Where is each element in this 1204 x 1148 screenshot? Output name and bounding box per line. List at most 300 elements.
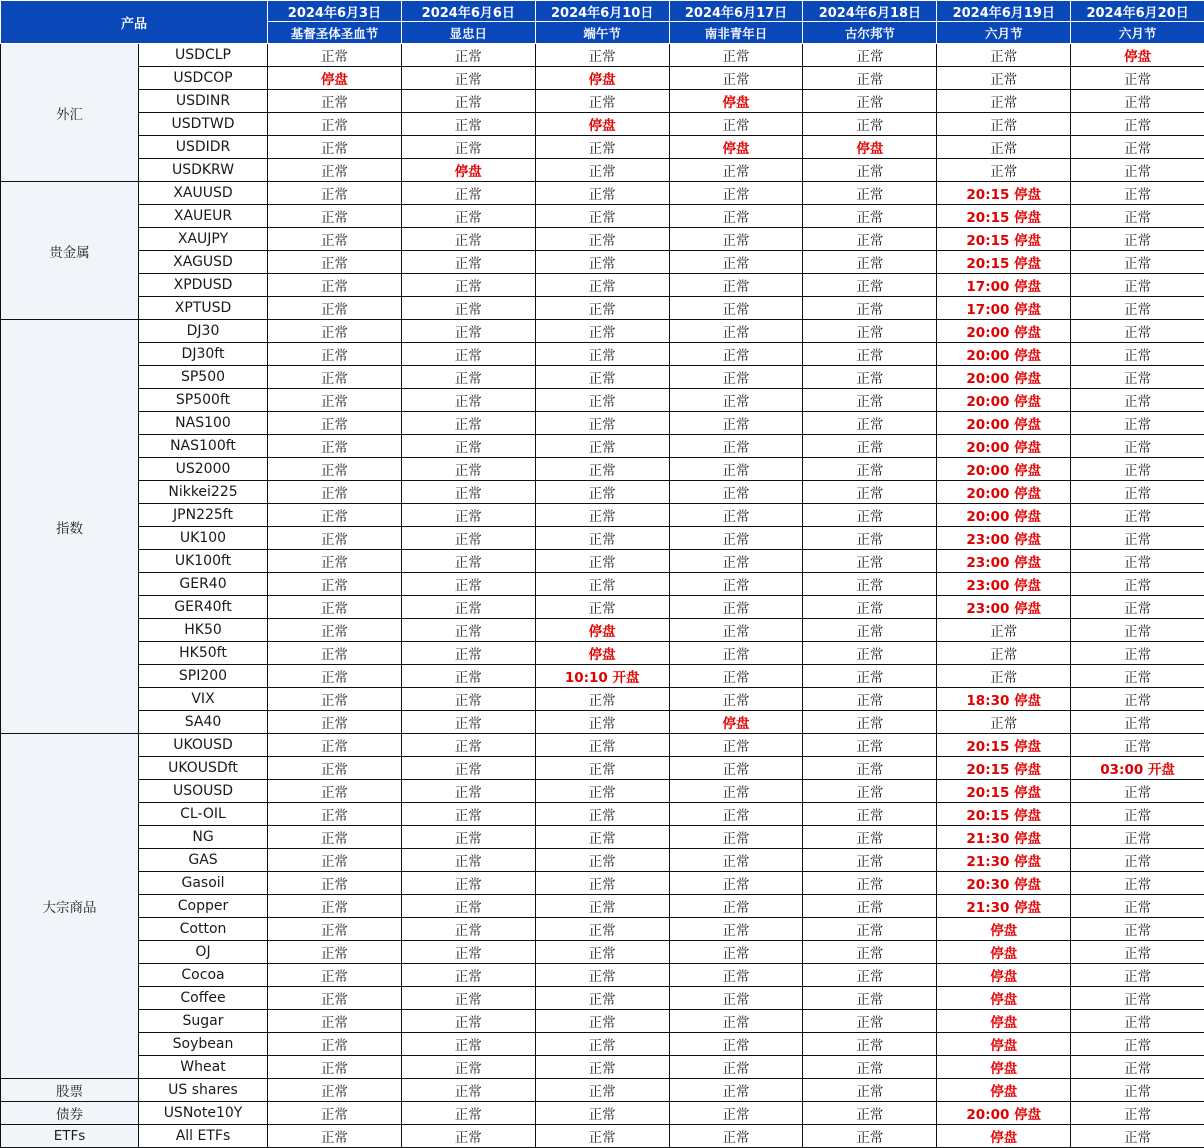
status-cell: 正常	[401, 389, 535, 412]
product-cell: HK50ft	[139, 642, 268, 665]
status-cell: 正常	[669, 1056, 803, 1079]
status-cell: 正常	[937, 136, 1071, 159]
status-cell: 正常	[803, 527, 937, 550]
product-cell: DJ30	[139, 320, 268, 343]
status-cell: 正常	[669, 228, 803, 251]
table-row	[1, 297, 1204, 320]
product-cell: USDKRW	[139, 159, 268, 182]
status-cell: 正常	[669, 665, 803, 688]
table-row	[1, 1125, 1204, 1148]
table-row	[1, 619, 1204, 642]
holiday-header: 基督圣体圣血节	[268, 22, 402, 44]
status-cell: 正常	[535, 1102, 669, 1125]
product-cell: XAUUSD	[139, 182, 268, 205]
table-row	[1, 1102, 1204, 1125]
status-cell: 20:30 停盘	[937, 872, 1071, 895]
status-cell: 正常	[1071, 389, 1204, 412]
product-column-header: 产品	[1, 1, 268, 44]
status-cell: 正常	[1071, 619, 1204, 642]
status-cell: 正常	[669, 1010, 803, 1033]
status-cell: 17:00 停盘	[937, 297, 1071, 320]
status-cell: 正常	[268, 665, 402, 688]
table-row	[1, 642, 1204, 665]
product-cell: Coffee	[139, 987, 268, 1010]
status-cell: 正常	[669, 1079, 803, 1102]
status-cell: 正常	[401, 251, 535, 274]
status-cell: 正常	[1071, 596, 1204, 619]
status-cell: 正常	[669, 780, 803, 803]
table-row	[1, 343, 1204, 366]
status-cell: 正常	[1071, 734, 1204, 757]
status-cell: 正常	[268, 803, 402, 826]
status-cell: 20:00 停盘	[937, 412, 1071, 435]
status-cell: 20:15 停盘	[937, 734, 1071, 757]
status-cell: 正常	[401, 941, 535, 964]
status-cell: 正常	[401, 872, 535, 895]
status-cell: 正常	[669, 849, 803, 872]
status-cell: 20:15 停盘	[937, 803, 1071, 826]
status-cell: 正常	[1071, 481, 1204, 504]
product-cell: Soybean	[139, 1033, 268, 1056]
table-row	[1, 274, 1204, 297]
status-cell: 正常	[401, 826, 535, 849]
status-cell: 20:00 停盘	[937, 481, 1071, 504]
category-cell: 指数	[1, 320, 139, 734]
status-cell: 正常	[803, 642, 937, 665]
status-cell: 正常	[535, 688, 669, 711]
category-cell: 大宗商品	[1, 734, 139, 1079]
status-cell: 正常	[268, 918, 402, 941]
status-cell: 正常	[401, 435, 535, 458]
status-cell: 正常	[401, 481, 535, 504]
product-cell: Nikkei225	[139, 481, 268, 504]
product-cell: US shares	[139, 1079, 268, 1102]
status-cell: 正常	[535, 780, 669, 803]
status-cell: 正常	[401, 895, 535, 918]
status-cell: 正常	[401, 136, 535, 159]
status-cell: 正常	[401, 366, 535, 389]
status-cell: 正常	[268, 113, 402, 136]
status-cell: 正常	[669, 1102, 803, 1125]
status-cell: 正常	[401, 182, 535, 205]
product-cell: VIX	[139, 688, 268, 711]
product-cell: USNote10Y	[139, 1102, 268, 1125]
status-cell: 正常	[268, 458, 402, 481]
status-cell: 正常	[937, 44, 1071, 67]
status-cell: 正常	[535, 757, 669, 780]
status-cell: 正常	[669, 389, 803, 412]
status-cell: 正常	[535, 826, 669, 849]
status-cell: 正常	[268, 343, 402, 366]
status-cell: 正常	[1071, 1056, 1204, 1079]
status-cell: 正常	[1071, 1033, 1204, 1056]
status-cell: 正常	[401, 596, 535, 619]
status-cell: 正常	[268, 1056, 402, 1079]
status-cell: 正常	[1071, 803, 1204, 826]
status-cell: 正常	[268, 90, 402, 113]
table-row	[1, 205, 1204, 228]
status-cell: 正常	[268, 1079, 402, 1102]
status-cell: 正常	[669, 366, 803, 389]
status-cell: 停盘	[937, 918, 1071, 941]
status-cell: 正常	[803, 757, 937, 780]
table-row	[1, 504, 1204, 527]
status-cell: 正常	[803, 412, 937, 435]
status-cell: 正常	[803, 228, 937, 251]
status-cell: 20:15 停盘	[937, 780, 1071, 803]
table-row	[1, 228, 1204, 251]
status-cell: 23:00 停盘	[937, 527, 1071, 550]
status-cell: 正常	[803, 849, 937, 872]
status-cell: 正常	[535, 320, 669, 343]
status-cell: 正常	[268, 228, 402, 251]
status-cell: 21:30 停盘	[937, 895, 1071, 918]
table-row	[1, 918, 1204, 941]
status-cell: 正常	[1071, 412, 1204, 435]
status-cell: 停盘	[669, 711, 803, 734]
status-cell: 停盘	[535, 619, 669, 642]
status-cell: 正常	[803, 665, 937, 688]
status-cell: 正常	[937, 90, 1071, 113]
product-cell: USDTWD	[139, 113, 268, 136]
status-cell: 正常	[535, 527, 669, 550]
status-cell: 正常	[268, 780, 402, 803]
product-cell: USDIDR	[139, 136, 268, 159]
table-row	[1, 1010, 1204, 1033]
status-cell: 正常	[535, 205, 669, 228]
status-cell: 23:00 停盘	[937, 596, 1071, 619]
status-cell: 正常	[1071, 343, 1204, 366]
status-cell: 正常	[669, 987, 803, 1010]
product-cell: OJ	[139, 941, 268, 964]
status-cell: 正常	[1071, 688, 1204, 711]
product-cell: NAS100ft	[139, 435, 268, 458]
status-cell: 正常	[803, 803, 937, 826]
status-cell: 正常	[268, 1125, 402, 1148]
status-cell: 正常	[1071, 182, 1204, 205]
status-cell: 正常	[268, 389, 402, 412]
status-cell: 停盘	[669, 90, 803, 113]
status-cell: 正常	[401, 320, 535, 343]
table-row	[1, 1079, 1204, 1102]
status-cell: 正常	[401, 619, 535, 642]
status-cell: 20:00 停盘	[937, 504, 1071, 527]
status-cell: 正常	[401, 412, 535, 435]
date-header: 2024年6月17日	[669, 1, 803, 22]
table-row	[1, 688, 1204, 711]
status-cell: 正常	[803, 435, 937, 458]
status-cell: 正常	[1071, 918, 1204, 941]
holiday-header: 南非青年日	[669, 22, 803, 44]
product-cell: XAGUSD	[139, 251, 268, 274]
status-cell: 正常	[268, 642, 402, 665]
status-cell: 正常	[1071, 642, 1204, 665]
status-cell: 正常	[803, 481, 937, 504]
status-cell: 正常	[268, 251, 402, 274]
status-cell: 停盘	[937, 941, 1071, 964]
status-cell: 正常	[535, 44, 669, 67]
status-cell: 正常	[401, 1079, 535, 1102]
status-cell: 正常	[669, 688, 803, 711]
table-row	[1, 435, 1204, 458]
status-cell: 正常	[669, 1033, 803, 1056]
status-cell: 停盘	[268, 67, 402, 90]
status-cell: 正常	[401, 504, 535, 527]
status-cell: 正常	[669, 343, 803, 366]
status-cell: 正常	[803, 918, 937, 941]
table-row	[1, 458, 1204, 481]
table-row	[1, 481, 1204, 504]
status-cell: 停盘	[535, 642, 669, 665]
status-cell: 正常	[535, 872, 669, 895]
status-cell: 正常	[535, 550, 669, 573]
product-cell: UK100ft	[139, 550, 268, 573]
status-cell: 正常	[268, 688, 402, 711]
product-cell: NG	[139, 826, 268, 849]
status-cell: 正常	[1071, 435, 1204, 458]
table-row	[1, 389, 1204, 412]
table-row	[1, 803, 1204, 826]
status-cell: 正常	[803, 274, 937, 297]
status-cell: 正常	[1071, 136, 1204, 159]
status-cell: 正常	[803, 113, 937, 136]
status-cell: 正常	[669, 320, 803, 343]
status-cell: 正常	[268, 734, 402, 757]
status-cell: 23:00 停盘	[937, 550, 1071, 573]
status-cell: 正常	[535, 849, 669, 872]
status-cell: 正常	[669, 412, 803, 435]
status-cell: 正常	[1071, 113, 1204, 136]
product-cell: US2000	[139, 458, 268, 481]
status-cell: 正常	[1071, 550, 1204, 573]
status-cell: 20:00 停盘	[937, 366, 1071, 389]
status-cell: 20:15 停盘	[937, 205, 1071, 228]
status-cell: 正常	[268, 44, 402, 67]
category-cell: 股票	[1, 1079, 139, 1102]
status-cell: 正常	[401, 1125, 535, 1148]
status-cell: 正常	[669, 435, 803, 458]
status-cell: 正常	[669, 757, 803, 780]
status-cell: 正常	[401, 113, 535, 136]
status-cell: 正常	[803, 1033, 937, 1056]
status-cell: 正常	[1071, 1125, 1204, 1148]
status-cell: 03:00 开盘	[1071, 757, 1204, 780]
status-cell: 正常	[937, 67, 1071, 90]
status-cell: 正常	[535, 251, 669, 274]
status-cell: 正常	[1071, 826, 1204, 849]
table-row	[1, 527, 1204, 550]
status-cell: 20:15 停盘	[937, 757, 1071, 780]
product-cell: USDCLP	[139, 44, 268, 67]
status-cell: 正常	[1071, 297, 1204, 320]
status-cell: 正常	[937, 711, 1071, 734]
status-cell: 正常	[268, 849, 402, 872]
status-cell: 正常	[1071, 895, 1204, 918]
status-cell: 正常	[401, 780, 535, 803]
table-row	[1, 136, 1204, 159]
status-cell: 正常	[535, 504, 669, 527]
table-body	[1, 44, 1204, 1148]
status-cell: 正常	[803, 251, 937, 274]
status-cell: 正常	[669, 113, 803, 136]
status-cell: 正常	[669, 918, 803, 941]
status-cell: 正常	[1071, 504, 1204, 527]
status-cell: 正常	[401, 1102, 535, 1125]
status-cell: 正常	[803, 1079, 937, 1102]
table-row	[1, 826, 1204, 849]
status-cell: 正常	[669, 274, 803, 297]
status-cell: 20:00 停盘	[937, 343, 1071, 366]
status-cell: 正常	[937, 113, 1071, 136]
status-cell: 正常	[401, 228, 535, 251]
product-cell: Sugar	[139, 1010, 268, 1033]
product-cell: UKOUSD	[139, 734, 268, 757]
status-cell: 20:15 停盘	[937, 251, 1071, 274]
status-cell: 正常	[268, 987, 402, 1010]
table-row	[1, 159, 1204, 182]
date-header: 2024年6月20日	[1071, 1, 1204, 22]
status-cell: 正常	[669, 550, 803, 573]
product-cell: GAS	[139, 849, 268, 872]
status-cell: 正常	[268, 366, 402, 389]
status-cell: 停盘	[803, 136, 937, 159]
status-cell: 正常	[803, 504, 937, 527]
holiday-header: 显忠日	[401, 22, 535, 44]
status-cell: 正常	[669, 481, 803, 504]
status-cell: 正常	[401, 803, 535, 826]
status-cell: 正常	[669, 573, 803, 596]
status-cell: 正常	[401, 987, 535, 1010]
status-cell: 正常	[535, 136, 669, 159]
status-cell: 正常	[1071, 573, 1204, 596]
product-cell: GER40	[139, 573, 268, 596]
status-cell: 正常	[1071, 987, 1204, 1010]
status-cell: 正常	[535, 1056, 669, 1079]
status-cell: 正常	[535, 987, 669, 1010]
status-cell: 正常	[669, 527, 803, 550]
status-cell: 正常	[1071, 527, 1204, 550]
status-cell: 正常	[535, 596, 669, 619]
holiday-header: 六月节	[1071, 22, 1204, 44]
status-cell: 正常	[669, 895, 803, 918]
status-cell: 正常	[1071, 780, 1204, 803]
product-cell: Wheat	[139, 1056, 268, 1079]
status-cell: 21:30 停盘	[937, 826, 1071, 849]
status-cell: 正常	[669, 642, 803, 665]
status-cell: 正常	[401, 1010, 535, 1033]
table-row	[1, 113, 1204, 136]
status-cell: 18:30 停盘	[937, 688, 1071, 711]
status-cell: 正常	[268, 1102, 402, 1125]
status-cell: 正常	[1071, 205, 1204, 228]
product-cell: Gasoil	[139, 872, 268, 895]
table-row	[1, 596, 1204, 619]
product-cell: All ETFs	[139, 1125, 268, 1148]
status-cell: 停盘	[937, 964, 1071, 987]
status-cell: 正常	[803, 1125, 937, 1148]
status-cell: 正常	[268, 964, 402, 987]
status-cell: 正常	[669, 159, 803, 182]
status-cell: 正常	[268, 481, 402, 504]
table-row	[1, 1033, 1204, 1056]
product-cell: XPDUSD	[139, 274, 268, 297]
category-cell: 外汇	[1, 44, 139, 182]
status-cell: 正常	[535, 711, 669, 734]
status-cell: 正常	[401, 44, 535, 67]
status-cell: 正常	[401, 297, 535, 320]
status-cell: 正常	[803, 458, 937, 481]
table-row	[1, 320, 1204, 343]
status-cell: 停盘	[669, 136, 803, 159]
status-cell: 正常	[803, 573, 937, 596]
status-cell: 正常	[803, 734, 937, 757]
status-cell: 正常	[669, 458, 803, 481]
product-cell: SPI200	[139, 665, 268, 688]
status-cell: 正常	[1071, 1010, 1204, 1033]
holiday-header: 端午节	[535, 22, 669, 44]
status-cell: 正常	[803, 872, 937, 895]
product-cell: USDINR	[139, 90, 268, 113]
status-cell: 正常	[401, 573, 535, 596]
status-cell: 正常	[803, 182, 937, 205]
status-cell: 正常	[535, 274, 669, 297]
status-cell: 正常	[401, 734, 535, 757]
status-cell: 停盘	[401, 159, 535, 182]
product-cell: Cotton	[139, 918, 268, 941]
status-cell: 20:00 停盘	[937, 458, 1071, 481]
status-cell: 20:00 停盘	[937, 320, 1071, 343]
table-row	[1, 711, 1204, 734]
status-cell: 正常	[1071, 964, 1204, 987]
status-cell: 正常	[803, 780, 937, 803]
status-cell: 正常	[268, 550, 402, 573]
status-cell: 正常	[535, 228, 669, 251]
status-cell: 20:15 停盘	[937, 182, 1071, 205]
status-cell: 正常	[268, 320, 402, 343]
product-cell: HK50	[139, 619, 268, 642]
status-cell: 正常	[268, 1010, 402, 1033]
status-cell: 正常	[669, 964, 803, 987]
product-cell: CL-OIL	[139, 803, 268, 826]
status-cell: 正常	[535, 803, 669, 826]
status-cell: 正常	[669, 941, 803, 964]
status-cell: 正常	[803, 1056, 937, 1079]
status-cell: 正常	[803, 596, 937, 619]
status-cell: 正常	[535, 412, 669, 435]
status-cell: 20:15 停盘	[937, 228, 1071, 251]
status-cell: 正常	[401, 1056, 535, 1079]
status-cell: 正常	[669, 182, 803, 205]
date-header: 2024年6月10日	[535, 1, 669, 22]
status-cell: 23:00 停盘	[937, 573, 1071, 596]
status-cell: 正常	[937, 665, 1071, 688]
status-cell: 正常	[268, 159, 402, 182]
product-cell: XAUEUR	[139, 205, 268, 228]
status-cell: 正常	[669, 205, 803, 228]
status-cell: 正常	[268, 1033, 402, 1056]
product-cell: Copper	[139, 895, 268, 918]
product-cell: SP500	[139, 366, 268, 389]
status-cell: 正常	[669, 504, 803, 527]
status-cell: 正常	[937, 159, 1071, 182]
status-cell: 正常	[401, 550, 535, 573]
status-cell: 正常	[803, 711, 937, 734]
status-cell: 停盘	[937, 1010, 1071, 1033]
status-cell: 停盘	[937, 1056, 1071, 1079]
status-cell: 正常	[268, 182, 402, 205]
status-cell: 正常	[803, 987, 937, 1010]
status-cell: 正常	[268, 527, 402, 550]
